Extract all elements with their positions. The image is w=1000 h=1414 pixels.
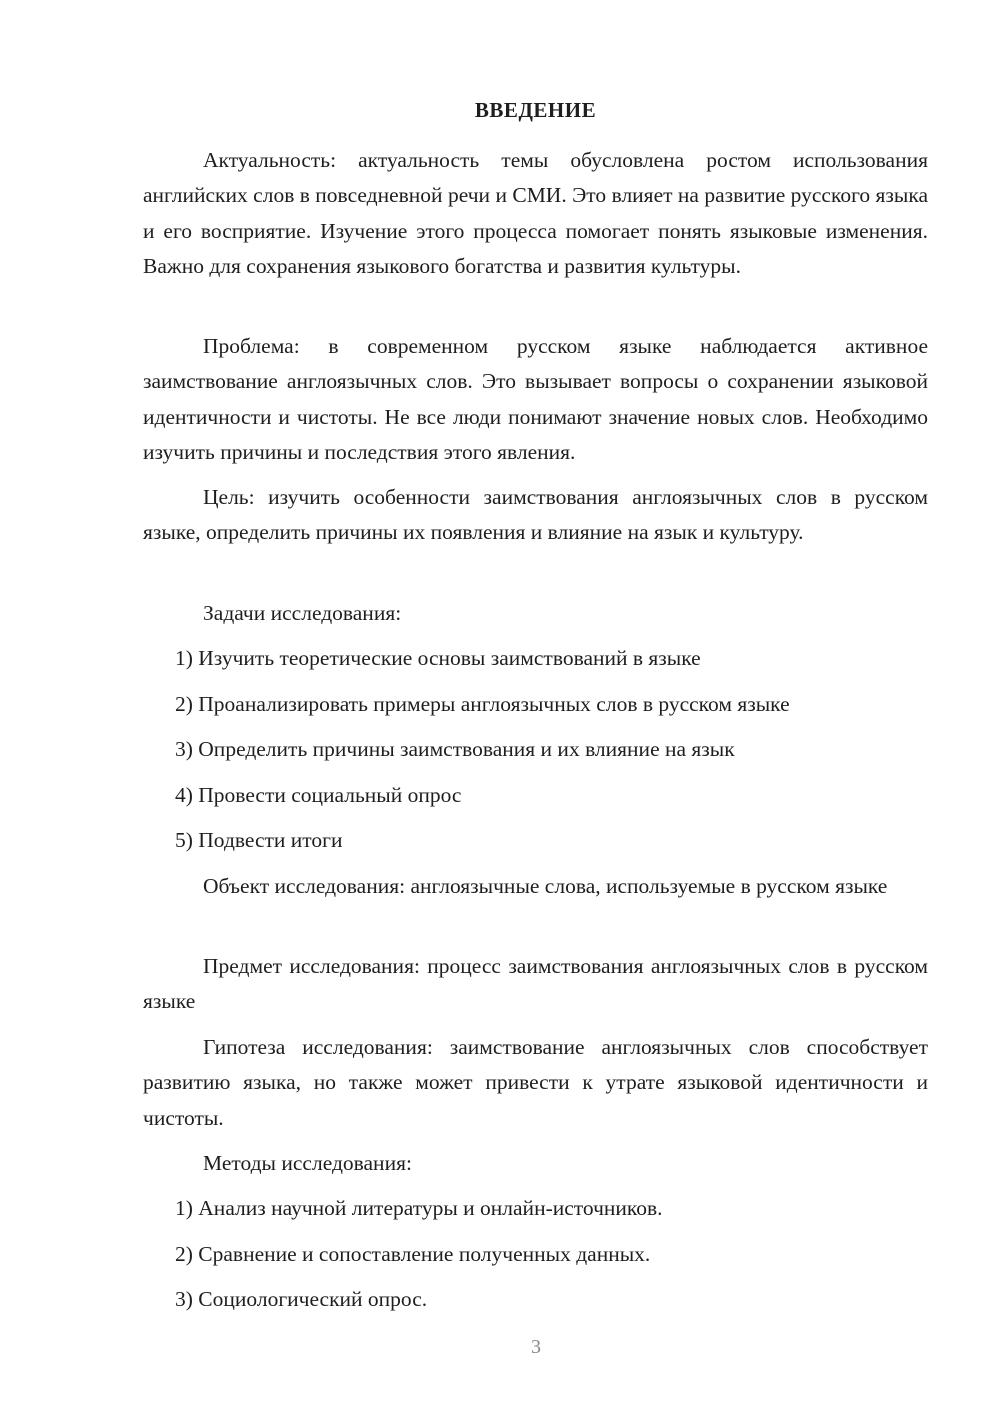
tasks-label: Задачи исследования: [203, 601, 402, 625]
paragraph-problem: Проблема: в современном русском языке наблюдается активное заимствование англоязычных слов. Это вызывает вопросы о сохранении языковой идентичности и чистоты. Не все люди понимают значение новых слов. Необходимо изучить причины и последствия этого явления. [143, 334, 928, 464]
methods-label: Методы исследования: [203, 1151, 412, 1175]
task-item: 3) Определить причины заимствования и их влияние на язык [175, 737, 735, 761]
paragraph-relevance: Актуальность: актуальность темы обусловлена ростом использования английских слов в повседневной речи и СМИ. Это влияет на развитие русского языка и его восприятие. Изучение этого процесса помогает понять языковые изменения. Важно для сохранения языкового богатства и развития культуры. [143, 148, 928, 278]
method-item: 1) Анализ научной литературы и онлайн-источников. [175, 1196, 663, 1220]
paragraph-goal: Цель: изучить особенности заимствования англоязычных слов в русском языке, определить причины их появления и влияние на язык и культуру. [143, 485, 928, 545]
paragraph-subject: Предмет исследования: процесс заимствования англоязычных слов в русском языке [143, 954, 928, 1014]
paragraph-hypothesis: Гипотеза исследования: заимствование англоязычных слов способствует развитию языка, но также может привести к утрате языковой идентичности и чистоты. [143, 1035, 928, 1130]
section-heading: ВВЕДЕНИЕ [474, 98, 597, 122]
page-number: 3 [531, 1336, 541, 1358]
task-item: 1) Изучить теоретические основы заимствований в языке [175, 646, 701, 670]
paragraph-object: Объект исследования: англоязычные слова, используемые в русском языке [203, 874, 888, 898]
method-item: 3) Социологический опрос. [175, 1287, 428, 1311]
method-item: 2) Сравнение и сопоставление полученных данных. [175, 1242, 651, 1266]
task-item: 4) Провести социальный опрос [175, 783, 462, 807]
task-item: 5) Подвести итоги [175, 828, 343, 852]
task-item: 2) Проанализировать примеры англоязычных слов в русском языке [175, 692, 790, 716]
